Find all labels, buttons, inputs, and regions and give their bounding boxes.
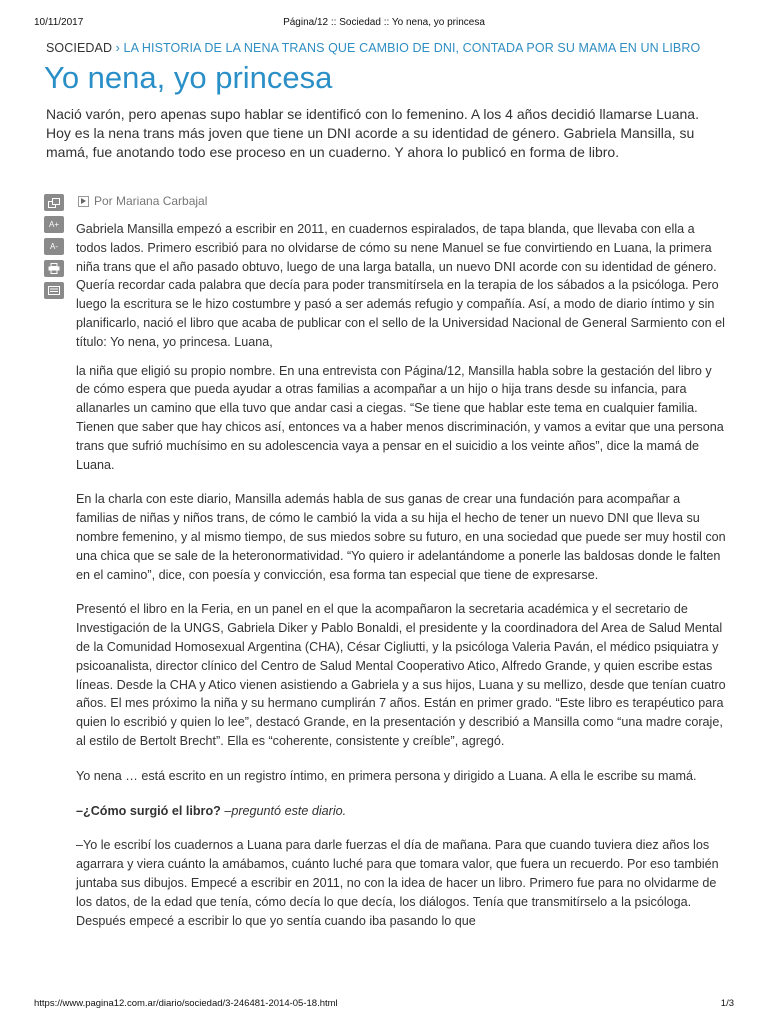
article-lead: Nació varón, pero apenas supo hablar se identificó con lo femenino. A los 4 años decidió llamarse Luana. Hoy es la nena trans más joven que tiene un DNI acorde a su identidad de género. Gabriela Mansilla, su mamá, fue anotando todo ese proceso en un cuaderno. Y ahora lo publicó en forma de libro. [46, 106, 699, 160]
breadcrumb-kicker: LA HISTORIA DE LA NENA TRANS QUE CAMBIO DE DNI, CONTADA POR SU MAMA EN UN LIBRO [123, 41, 701, 55]
question-note: –preguntó este diario. [224, 803, 347, 818]
print-header [0, 0, 768, 26]
article-paragraph: Gabriela Mansilla empezó a escribir en 2011, en cuadernos espiralados, de tapa blanda, que llevaba con ella a todos lados. Primero escribió para no olvidarse de cómo su nene Manuel se fue convirtiendo en Luana, la primera niña trans que el año pasado obtuvo, luego de una larga batalla, un nuevo DNI acorde con su identidad de género. Quería recordar cada palabra que decía para poder transmitírsela en la terapia de los sábados a la psicóloga. Pero luego la escritura se le hizo costumbre y pasó a ser además refugio y compañía. Así, a modo de diario íntimo y sin planificarlo, nació el libro que acaba de publicar con el sello de la Universidad Nacional de General Sarmiento con el título: Yo nena, yo princesa. Luana, [76, 222, 725, 349]
breadcrumb-section[interactable]: SOCIEDAD [46, 41, 113, 55]
print-url: https://www.pagina12.com.ar/diario/sociedad/3-246481-2014-05-18.html [34, 998, 338, 1009]
print-page-number: 1/3 [720, 998, 734, 1009]
article-paragraph: la niña que eligió su propio nombre. En una entrevista con Página/12, Mansilla habla sobre la gestación del libro y de cómo espera que pueda ayudar a otras familias a acompañar a un hijo o hija trans desde su infancia, para allanarles un camino que ella tuvo que andar casi a ciegas. “Se tiene que hablar este tema en cualquier familia. Tienen que saber que hay chicos así, entonces va a haber menos discriminación, y vamos a evitar que una persona trans que sufrió muchísimo en su adolescencia vaya a pensar en el suicidio a los veinte años”, dice la mamá de Luana. [76, 363, 724, 472]
print-icon[interactable] [44, 260, 64, 277]
article-paragraph: –Yo le escribí los cuadernos a Luana para darle fuerzas el día de mañana. Para que cuando tuviera diez años los agarrara y viera cuánto la amábamos, cuánto luché para que tomara valor, que fuera un recuerdo. Por eso también juntaba sus dibujos. Empecé a escribir en 2011, no con la idea de hacer un libro. Primero fue para no olvidarme de los datos, de la edad que tenía, cómo decía lo que decía, los diálogos. Tenía que transmitírselo a la psicóloga. Después empecé a escribir lo que yo sentía cuando iba pasando lo que [76, 838, 719, 928]
article-paragraph: Presentó el libro en la Feria, en un panel en el que la acompañaron la secretaria académica y el secretario de Investigación de la UNGS, Gabriela Diker y Pablo Bonaldi, el presidente y la coordinadora del Area de Salud Mental de la Comunidad Homosexual Argentina (CHA), César Cigliutti, y la psicóloga Valeria Paván, el médico psiquiatra y psicoanalista, director clínico del Centro de Salud Mental Cooperativo Atico, Alfredo Grande, y quien escribe estas líneas. Desde la CHA y Atico vienen asistiendo a Gabriela y a sus hijos, Luana y su mellizo, desde que tenían cuatro años. El mes próximo la niña y su hermano cumplirán 7 años. Están en primer grado. “Este libro es terapéutico para quien lo escribió y quien lo lee”, destacó Grande, en la presentación y describió a Mansilla como “una madre coraje, al estilo de Bertolt Brecht”. Ella es “coherente, consistente y creíble”, agregó. [76, 602, 726, 748]
email-icon[interactable] [44, 282, 64, 299]
font-increase-button[interactable]: A+ [44, 216, 64, 233]
article-paragraph: Yo nena … está escrito en un registro íntimo, en primera persona y dirigido a Luana. A ella le escribe su mamá. [76, 768, 697, 783]
author-name[interactable]: Por Mariana Carbajal [94, 194, 208, 208]
article-toolbar [44, 194, 68, 304]
play-icon[interactable] [78, 196, 89, 207]
breadcrumb [46, 41, 736, 55]
article-body [76, 220, 726, 946]
author-byline [78, 194, 207, 208]
share-icon[interactable] [44, 194, 64, 211]
font-decrease-button[interactable]: A- [44, 238, 64, 255]
question-text: –¿Cómo surgió el libro? [76, 803, 221, 818]
article-paragraph: En la charla con este diario, Mansilla además habla de sus ganas de crear una fundación para acompañar a familias de niñas y niños trans, de cómo le cambió la vida a su hija el hecho de tener un nuevo DNI que lleva su nombre femenino, y al mismo tiempo, de sus miedos sobre su futuro, en una sociedad que puede ser muy hostil con una chica que se sale de la heteronormatividad. “Yo quiero ir adelantándome a ponerle las baldosas donde le falten en el camino”, dice, con poesía y convicción, esa forma tan especial que tiene de expresarse. [76, 492, 726, 582]
print-page-title: Página/12 :: Sociedad :: Yo nena, yo princesa [283, 17, 485, 28]
article-title: Yo nena, yo princesa [44, 60, 333, 95]
breadcrumb-separator: › [115, 41, 120, 55]
interview-question [76, 802, 726, 821]
print-date: 10/11/2017 [34, 17, 84, 28]
